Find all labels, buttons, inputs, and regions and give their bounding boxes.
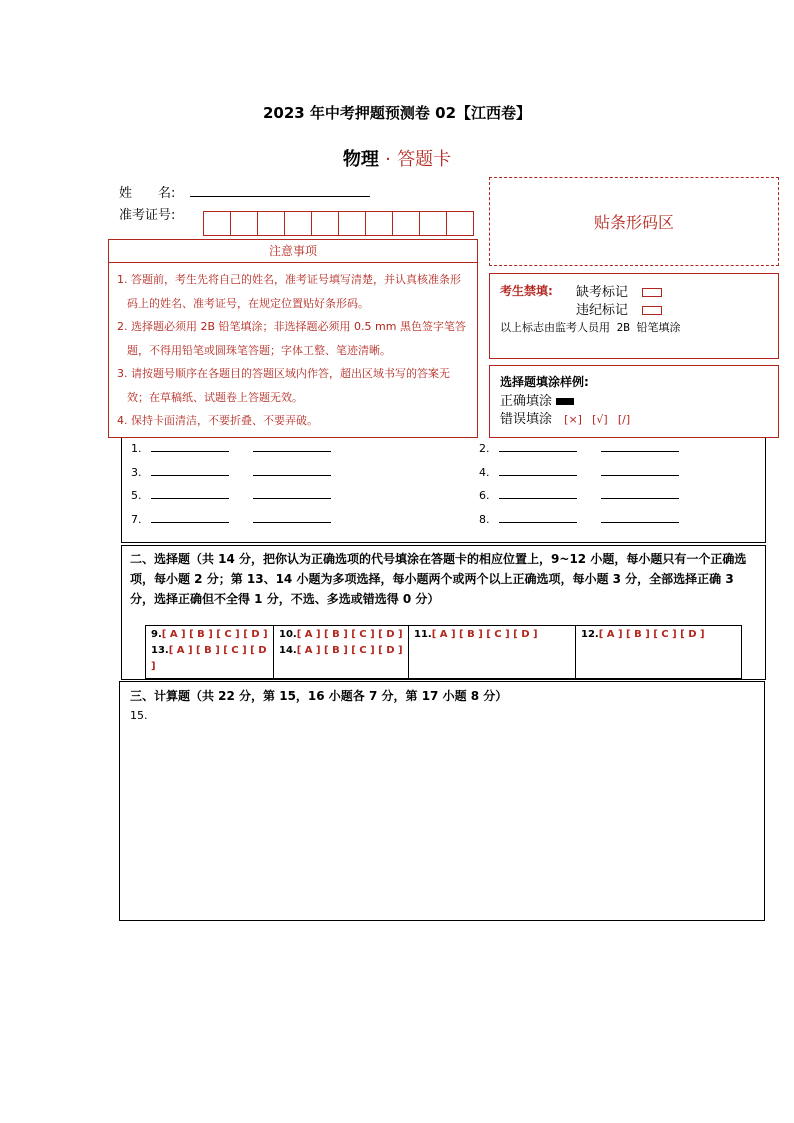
- notice-list: [109, 263, 477, 433]
- exam-id-boxes[interactable]: [204, 211, 474, 236]
- fill-blank-right-column: [479, 437, 679, 531]
- choice-cell: [274, 626, 409, 678]
- blank-number: 2.: [479, 442, 490, 455]
- id-digit-box[interactable]: [311, 211, 339, 236]
- id-digit-box[interactable]: [446, 211, 474, 236]
- calculation-title: 三、计算题（共 22 分，第 15，16 小题各 7 分，第 17 小题 8 分）: [130, 689, 508, 703]
- answer-line[interactable]: [253, 522, 331, 523]
- id-digit-box[interactable]: [284, 211, 312, 236]
- blank-number: 1.: [131, 442, 142, 455]
- answer-line[interactable]: [499, 475, 577, 476]
- wrong-mark-slash: [/]: [617, 413, 631, 426]
- notice-number: 3.: [117, 367, 128, 380]
- blank-number: 8.: [479, 512, 490, 526]
- notice-text: 保持卡面清洁，不要折叠、不要弄破。: [131, 414, 318, 427]
- question-number: 11.: [414, 629, 432, 640]
- correct-fill-label: 正确填涂: [500, 394, 553, 409]
- id-digit-box[interactable]: [392, 211, 420, 236]
- blank-number: 5.: [131, 489, 142, 502]
- name-label: 姓 名:: [119, 186, 176, 201]
- id-digit-box[interactable]: [257, 211, 285, 236]
- answer-line[interactable]: [151, 498, 229, 499]
- choice-options[interactable]: [ A ] [ B ] [ C ] [ D ]: [296, 645, 403, 656]
- barcode-area: [489, 177, 779, 266]
- name-field[interactable]: [190, 196, 370, 197]
- wrong-fill-row: [500, 408, 630, 427]
- choice-options[interactable]: [ A ] [ B ] [ C ] [ D ]: [431, 629, 538, 640]
- id-digit-box[interactable]: [365, 211, 393, 236]
- absent-label: 缺考标记: [576, 285, 629, 300]
- fill-blank-left-column: [131, 437, 331, 531]
- answer-line[interactable]: [601, 451, 679, 452]
- exam-fill-box: [489, 273, 779, 359]
- correct-fill-sample: [556, 398, 574, 405]
- absent-mark-row: [576, 281, 662, 300]
- id-digit-box[interactable]: [338, 211, 366, 236]
- card-subtitle: [0, 145, 794, 171]
- notice-text: 选择题必须用 2B 铅笔填涂；非选择题必须用 0.5 mm 黑色签字笔答题，不得用铅笔或圆珠笔答题；字体工整、笔迹清晰。: [127, 320, 466, 357]
- subtitle-dot: ·: [385, 149, 391, 170]
- violation-label: 违纪标记: [576, 303, 629, 318]
- blank-number: 4.: [479, 465, 490, 479]
- question-number: 13.: [151, 645, 169, 656]
- choice-options[interactable]: [ A ] [ B ] [ C ] [ D ]: [296, 629, 403, 640]
- notice-text: 答题前，考生先将自己的姓名，准考证号填写清楚，并认真核准条形码上的姓名、准考证号，在规定位置贴好条形码。: [127, 273, 461, 310]
- choice-instructions: 二、选择题（共 14 分，把你认为正确选项的代号填涂在答题卡的相应位置上，9~12 小题，每小题只有一个正确选项，每小题 2 分；第 13、14 小题为多项选择，每小题两个或两个以上正确选项，每小题 3 分，全部选择正确 3 分，选择正确但不全得 1 分，不选、多选或错选得 0 分）: [130, 552, 747, 606]
- notice-box: [108, 239, 478, 438]
- answer-line[interactable]: [499, 522, 577, 523]
- question-15-label: 15.: [130, 709, 148, 722]
- barcode-label: 贴条形码区: [593, 213, 674, 232]
- violation-mark-row: [576, 299, 662, 318]
- notice-heading: 注意事项: [109, 240, 477, 263]
- answer-line[interactable]: [151, 522, 229, 523]
- question-number: 14.: [279, 645, 297, 656]
- blank-number: 6.: [479, 489, 490, 502]
- answer-line[interactable]: [151, 475, 229, 476]
- id-digit-box[interactable]: [203, 211, 231, 236]
- answer-line[interactable]: [601, 475, 679, 476]
- notice-item: [117, 268, 471, 315]
- choice-options[interactable]: [ A ] [ B ] [ C ] [ D ]: [161, 629, 268, 640]
- wrong-mark-cross: [×]: [564, 413, 582, 426]
- choice-answer-grid: [145, 625, 742, 679]
- violation-mark-box[interactable]: [642, 306, 662, 315]
- notice-item: [117, 362, 471, 409]
- subject-label: 物理: [342, 149, 379, 170]
- choice-options[interactable]: [ A ] [ B ] [ C ] [ D ]: [151, 645, 267, 672]
- notice-number: 4.: [117, 414, 128, 427]
- question-number: 10.: [279, 629, 297, 640]
- choice-cell: [146, 626, 274, 678]
- choice-cell: [576, 626, 741, 678]
- wrong-mark-check: [√]: [592, 413, 608, 426]
- correct-fill-row: [500, 390, 574, 409]
- notice-item: [117, 315, 471, 362]
- id-digit-box[interactable]: [230, 211, 258, 236]
- answer-line[interactable]: [253, 498, 331, 499]
- answer-line[interactable]: [499, 498, 577, 499]
- notice-number: 2.: [117, 320, 128, 333]
- notice-text: 请按题号顺序在各题目的答题区域内作答，超出区域书写的答案无效；在草稿纸、试题卷上答题无效。: [127, 367, 450, 404]
- choice-cell: [409, 626, 576, 678]
- calculation-section: [119, 681, 765, 921]
- document-title: 2023 年中考押题预测卷 02【江西卷】: [262, 104, 532, 122]
- answer-line[interactable]: [499, 451, 577, 452]
- fill-example-box: [489, 365, 779, 438]
- choice-options[interactable]: [ A ] [ B ] [ C ] [ D ]: [598, 629, 705, 640]
- absent-mark-box[interactable]: [642, 288, 662, 297]
- answer-line[interactable]: [601, 498, 679, 499]
- blank-number: 7.: [131, 512, 142, 526]
- exam-fill-label: 考生禁填:: [500, 284, 553, 298]
- notice-number: 1.: [117, 273, 128, 286]
- blank-number: 3.: [131, 465, 142, 479]
- fill-example-label: 选择题填涂样例:: [500, 375, 589, 389]
- question-number: 12.: [581, 629, 599, 640]
- exam-fill-note: 以上标志由监考人员用 2B 铅笔填涂: [500, 321, 681, 334]
- question-number: 9.: [151, 629, 162, 640]
- wrong-fill-label: 错误填涂: [500, 412, 553, 427]
- answer-line[interactable]: [601, 522, 679, 523]
- notice-item: [117, 409, 471, 433]
- answer-line[interactable]: [151, 451, 229, 452]
- answer-line[interactable]: [253, 475, 331, 476]
- id-digit-box[interactable]: [419, 211, 447, 236]
- exam-id-label: 准考证号:: [119, 208, 176, 223]
- card-label: 答题卡: [397, 149, 452, 170]
- answer-line[interactable]: [253, 451, 331, 452]
